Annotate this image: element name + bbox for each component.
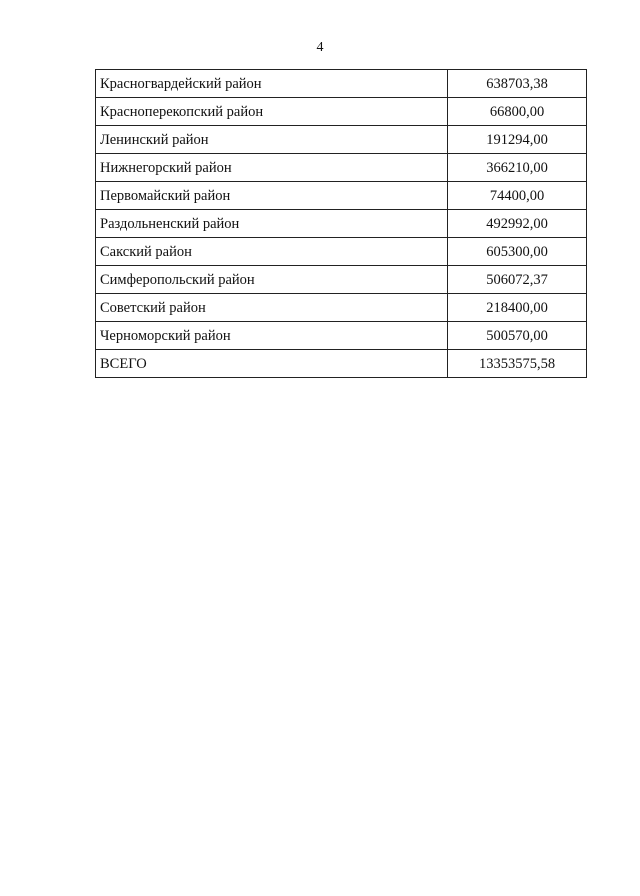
district-name: Нижнегорский район — [96, 154, 448, 182]
district-name: Ленинский район — [96, 126, 448, 154]
district-name: Первомайский район — [96, 182, 448, 210]
table-row — [96, 238, 587, 266]
district-name: Красногвардейский район — [96, 70, 448, 98]
table-row — [96, 266, 587, 294]
district-name: Сакский район — [96, 238, 448, 266]
amount-value: 638703,38 — [448, 70, 587, 98]
amount-value: 500570,00 — [448, 322, 587, 350]
table-row — [96, 154, 587, 182]
table-row — [96, 70, 587, 98]
total-label: ВСЕГО — [96, 350, 448, 378]
district-name: Раздольненский район — [96, 210, 448, 238]
amount-value: 74400,00 — [448, 182, 587, 210]
district-name: Черноморский район — [96, 322, 448, 350]
table-row — [96, 98, 587, 126]
page-number: 4 — [316, 40, 324, 55]
table-row — [96, 210, 587, 238]
district-name: Симферопольский район — [96, 266, 448, 294]
amount-value: 66800,00 — [448, 98, 587, 126]
table-row — [96, 126, 587, 154]
total-row — [96, 350, 587, 378]
amount-value: 218400,00 — [448, 294, 587, 322]
district-name: Советский район — [96, 294, 448, 322]
budget-table — [95, 69, 587, 378]
table-row — [96, 182, 587, 210]
amount-value: 492992,00 — [448, 210, 587, 238]
amount-value: 605300,00 — [448, 238, 587, 266]
amount-value: 191294,00 — [448, 126, 587, 154]
amount-value: 366210,00 — [448, 154, 587, 182]
total-value: 13353575,58 — [448, 350, 587, 378]
amount-value: 506072,37 — [448, 266, 587, 294]
table-row — [96, 322, 587, 350]
district-name: Красноперекопский район — [96, 98, 448, 126]
table-row — [96, 294, 587, 322]
